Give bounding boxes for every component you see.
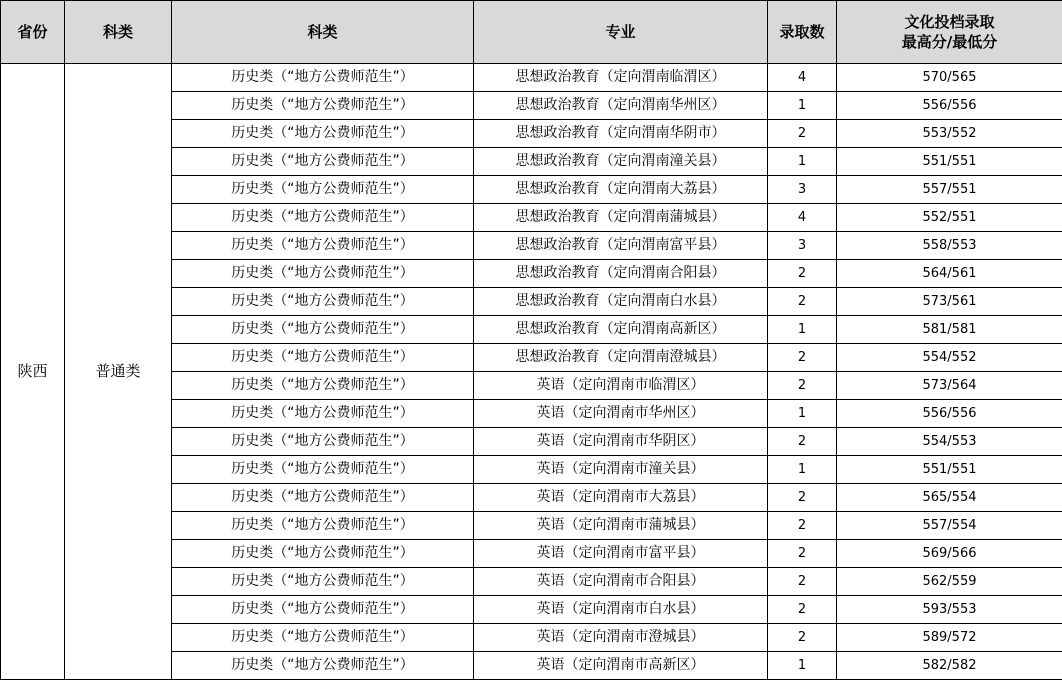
major-cell: 思想政治教育（定向渭南华州区） — [474, 92, 768, 120]
score-cell: 564/561 — [837, 260, 1062, 288]
header-score-line2: 最高分/最低分 — [837, 32, 1062, 52]
count-cell: 1 — [768, 148, 837, 176]
major-cell: 英语（定向渭南市合阳县） — [474, 568, 768, 596]
count-cell: 1 — [768, 652, 837, 680]
score-cell: 557/551 — [837, 176, 1062, 204]
major-cell: 英语（定向渭南市大荔县） — [474, 484, 768, 512]
table-body — [1, 64, 1062, 680]
header-province: 省份 — [1, 1, 65, 64]
subject-cell: 历史类（“地方公费师范生”） — [172, 652, 474, 680]
major-cell: 英语（定向渭南市澄城县） — [474, 624, 768, 652]
count-cell: 2 — [768, 372, 837, 400]
major-cell: 思想政治教育（定向渭南高新区） — [474, 316, 768, 344]
count-cell: 2 — [768, 120, 837, 148]
subject-cell: 历史类（“地方公费师范生”） — [172, 512, 474, 540]
header-row — [1, 1, 1062, 64]
score-cell: 569/566 — [837, 540, 1062, 568]
subject-cell: 历史类（“地方公费师范生”） — [172, 484, 474, 512]
major-cell: 思想政治教育（定向渭南合阳县） — [474, 260, 768, 288]
major-cell: 思想政治教育（定向渭南蒲城县） — [474, 204, 768, 232]
count-cell: 3 — [768, 176, 837, 204]
count-cell: 3 — [768, 232, 837, 260]
subject-cell: 历史类（“地方公费师范生”） — [172, 540, 474, 568]
subject-cell: 历史类（“地方公费师范生”） — [172, 204, 474, 232]
count-cell: 2 — [768, 512, 837, 540]
score-cell: 573/561 — [837, 288, 1062, 316]
subject-cell: 历史类（“地方公费师范生”） — [172, 344, 474, 372]
count-cell: 2 — [768, 260, 837, 288]
count-cell: 4 — [768, 204, 837, 232]
count-cell: 2 — [768, 624, 837, 652]
count-cell: 1 — [768, 456, 837, 484]
subject-cell: 历史类（“地方公费师范生”） — [172, 568, 474, 596]
subject-cell: 历史类（“地方公费师范生”） — [172, 148, 474, 176]
score-cell: 582/582 — [837, 652, 1062, 680]
header-major: 专业 — [474, 1, 768, 64]
header-score-line1: 文化投档录取 — [837, 12, 1062, 32]
subject-cell: 历史类（“地方公费师范生”） — [172, 176, 474, 204]
score-cell: 558/553 — [837, 232, 1062, 260]
major-cell: 英语（定向渭南市潼关县） — [474, 456, 768, 484]
score-cell: 589/572 — [837, 624, 1062, 652]
score-cell: 554/552 — [837, 344, 1062, 372]
subject-cell: 历史类（“地方公费师范生”） — [172, 596, 474, 624]
score-cell: 551/551 — [837, 148, 1062, 176]
major-cell: 思想政治教育（定向渭南白水县） — [474, 288, 768, 316]
major-cell: 思想政治教育（定向渭南澄城县） — [474, 344, 768, 372]
major-cell: 英语（定向渭南市富平县） — [474, 540, 768, 568]
score-cell: 556/556 — [837, 92, 1062, 120]
score-cell: 565/554 — [837, 484, 1062, 512]
score-cell: 551/551 — [837, 456, 1062, 484]
count-cell: 2 — [768, 428, 837, 456]
major-cell: 英语（定向渭南市蒲城县） — [474, 512, 768, 540]
score-cell: 552/551 — [837, 204, 1062, 232]
subject-cell: 历史类（“地方公费师范生”） — [172, 120, 474, 148]
subject-cell: 历史类（“地方公费师范生”） — [172, 316, 474, 344]
score-cell: 581/581 — [837, 316, 1062, 344]
major-cell: 思想政治教育（定向渭南大荔县） — [474, 176, 768, 204]
count-cell: 4 — [768, 64, 837, 92]
major-cell: 英语（定向渭南市高新区） — [474, 652, 768, 680]
major-cell: 英语（定向渭南市临渭区） — [474, 372, 768, 400]
subject-cell: 历史类（“地方公费师范生”） — [172, 232, 474, 260]
count-cell: 2 — [768, 540, 837, 568]
subject-cell: 历史类（“地方公费师范生”） — [172, 624, 474, 652]
table-row — [1, 64, 1062, 92]
score-cell: 553/552 — [837, 120, 1062, 148]
score-cell: 556/556 — [837, 400, 1062, 428]
count-cell: 1 — [768, 92, 837, 120]
subject-cell: 历史类（“地方公费师范生”） — [172, 400, 474, 428]
major-cell: 思想政治教育（定向渭南潼关县） — [474, 148, 768, 176]
major-cell: 思想政治教育（定向渭南华阴市） — [474, 120, 768, 148]
count-cell: 2 — [768, 484, 837, 512]
count-cell: 2 — [768, 568, 837, 596]
score-cell: 570/565 — [837, 64, 1062, 92]
score-cell: 573/564 — [837, 372, 1062, 400]
subject-cell: 历史类（“地方公费师范生”） — [172, 372, 474, 400]
count-cell: 1 — [768, 316, 837, 344]
major-cell: 英语（定向渭南市华阴区） — [474, 428, 768, 456]
subject-cell: 历史类（“地方公费师范生”） — [172, 260, 474, 288]
count-cell: 2 — [768, 596, 837, 624]
count-cell: 2 — [768, 344, 837, 372]
header-admitted-count: 录取数 — [768, 1, 837, 64]
header-category: 科类 — [65, 1, 172, 64]
count-cell: 2 — [768, 288, 837, 316]
header-subject-category: 科类 — [172, 1, 474, 64]
score-cell: 557/554 — [837, 512, 1062, 540]
subject-cell: 历史类（“地方公费师范生”） — [172, 456, 474, 484]
province-cell: 陕西 — [1, 64, 65, 680]
subject-cell: 历史类（“地方公费师范生”） — [172, 288, 474, 316]
major-cell: 思想政治教育（定向渭南临渭区） — [474, 64, 768, 92]
subject-cell: 历史类（“地方公费师范生”） — [172, 428, 474, 456]
score-cell: 593/553 — [837, 596, 1062, 624]
major-cell: 思想政治教育（定向渭南富平县） — [474, 232, 768, 260]
score-cell: 562/559 — [837, 568, 1062, 596]
subject-cell: 历史类（“地方公费师范生”） — [172, 64, 474, 92]
table-header — [1, 1, 1062, 64]
major-cell: 英语（定向渭南市白水县） — [474, 596, 768, 624]
major-cell: 英语（定向渭南市华州区） — [474, 400, 768, 428]
count-cell: 1 — [768, 400, 837, 428]
subject-cell: 历史类（“地方公费师范生”） — [172, 92, 474, 120]
category-cell: 普通类 — [65, 64, 172, 680]
score-cell: 554/553 — [837, 428, 1062, 456]
header-score-range — [837, 1, 1062, 64]
